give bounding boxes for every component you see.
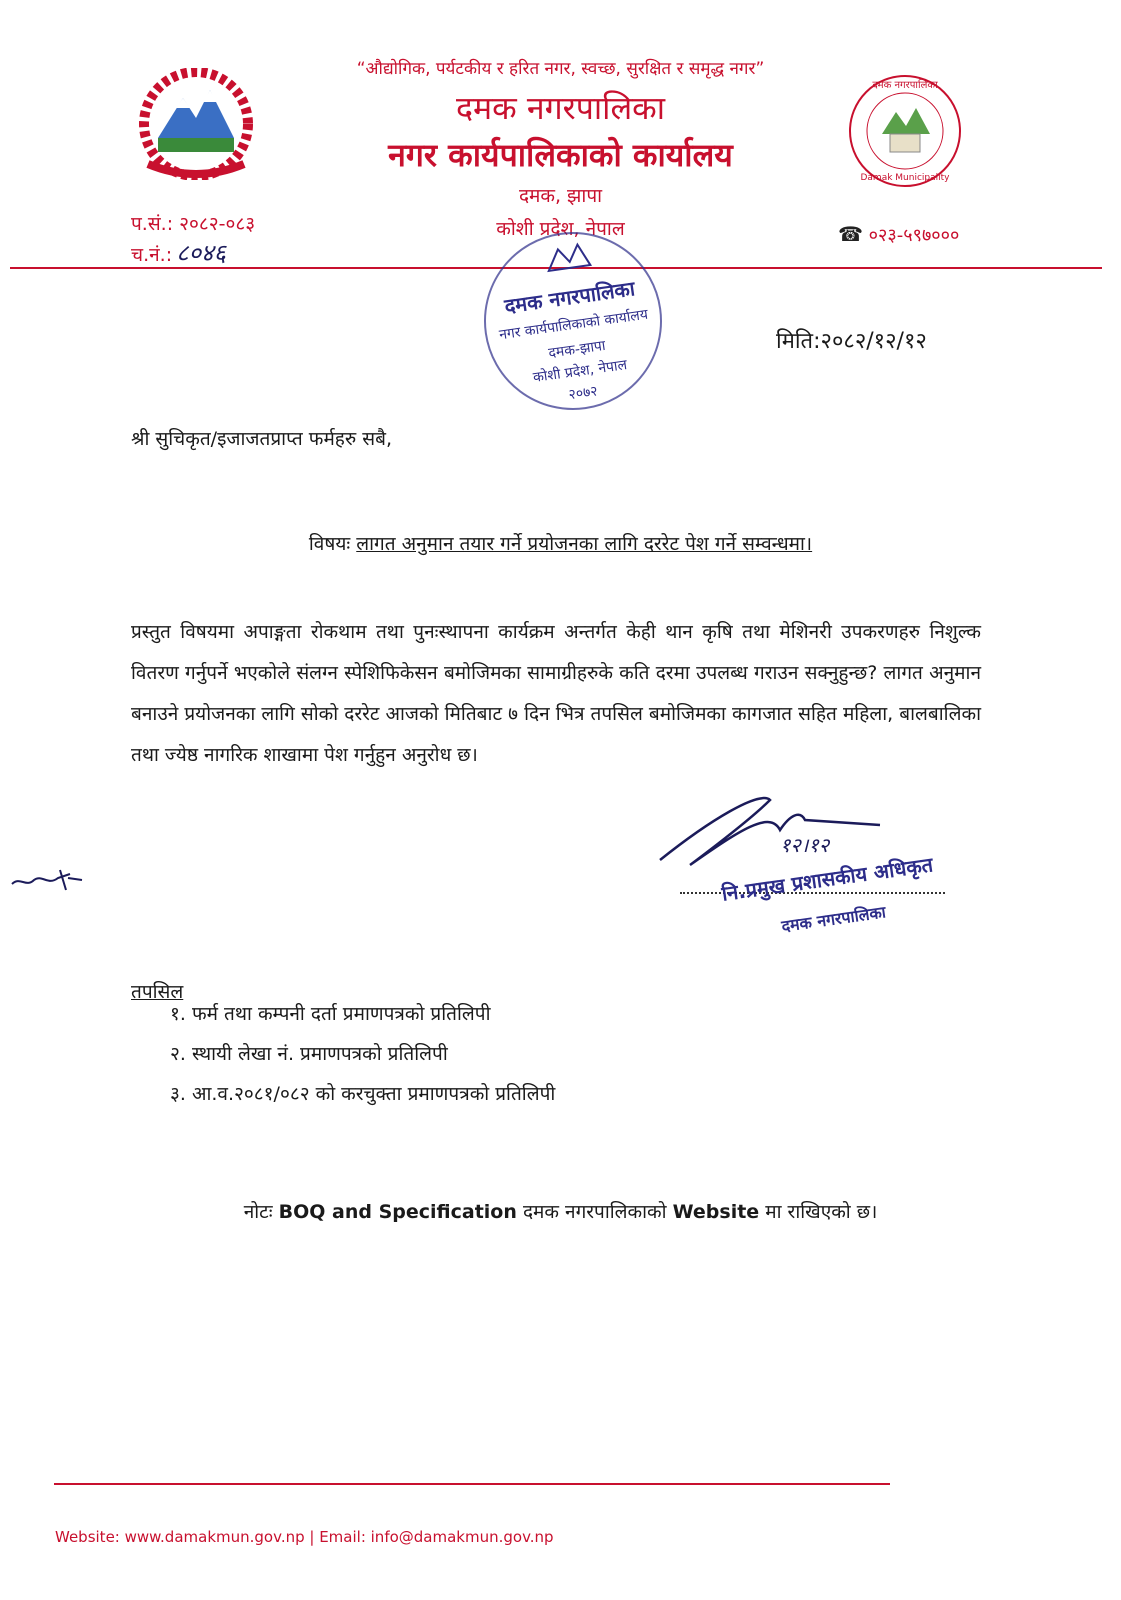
stamp-line1: दमक नगरपालिका [502, 276, 637, 319]
address-line2: कोशी प्रदेश, नेपाल [496, 218, 625, 240]
motto: “औद्योगिक, पर्यटकीय र हरित नगर, स्वच्छ, सुरक्षित र समृद्ध नगर” [356, 59, 765, 79]
phone [838, 222, 959, 247]
letter-body: प्रस्तुत विषयमा अपाङ्गता रोकथाम तथा पुनःस्थापना कार्यक्रम अन्तर्गत केही थान कृषि तथा मेशिनरी उपकरणहरु निशुल्क वितरण गर्नुपर्ने भएकोले संलग्न स्पेशिफिकेसन बमोजिमका सामाग्रीहरुके कति दरमा उपलब्ध गराउन सक्नुहुन्छ? लागत अनुमान बनाउने प्रयोजनका लागि सोको दररेट आजको मितिबाट ७ दिन भित्र तपसिल बमोजिमका कागजात सहित महिला, बालबालिका तथा ज्येष्ठ नागरिक शाखामा पेश गर्नुहुन अनुरोध छ। [131, 621, 981, 766]
subject-line [0, 530, 1121, 556]
phone-number: ०२३-५९७००० [868, 225, 960, 246]
annex-item: ३. आ.व.२०८१/०८२ को करचुक्ता प्रमाणपत्रको प्रतिलिपी [170, 1083, 556, 1105]
official-stamp [478, 226, 668, 416]
annex-title: तपसिल [131, 981, 184, 1003]
reference-cn-label: च.नं.: [131, 244, 173, 266]
phone-icon: ☎ [838, 222, 863, 246]
damak-municipality-logo [846, 72, 964, 190]
margin-scribble [8, 866, 88, 896]
footer-contact: Website: www.damakmun.gov.np | Email: info@damakmun.gov.np [55, 1528, 554, 1546]
salutation: श्री सुचिकृत/इजाजतप्राप्त फर्महरु सबै, [131, 428, 393, 450]
office-name: नगर कार्यपालिकाको कार्यालय [388, 136, 733, 174]
right-logo-caption: Damak Municipality [860, 173, 950, 183]
address-line1: दमक, झापा [518, 185, 603, 207]
reference-ps: प.सं.: २०८२-०८३ [131, 213, 256, 235]
letter-date: मिति:२०८२/१२/१२ [776, 329, 927, 354]
annex-item: १. फर्म तथा कम्पनी दर्ता प्रमाणपत्रको प्रतिलिपी [170, 1003, 491, 1025]
stamp-line4: कोशी प्रदेश, नेपाल [532, 356, 629, 387]
footer-divider [54, 1483, 890, 1485]
stamp-line2: नगर कार्यपालिकाको कार्यालय [498, 306, 649, 344]
note-part2: दमक नगरपालिकाको [522, 1201, 667, 1223]
signature-date: १२।१२ [780, 833, 830, 857]
signatory-org: दमक नगरपालिका [780, 902, 887, 936]
annex-item: २. स्थायी लेखा नं. प्रमाणपत्रको प्रतिलिपी [170, 1043, 448, 1065]
note-part4: मा राखिएको छ। [765, 1201, 878, 1223]
subject-label: विषयः [308, 533, 351, 555]
subject-text: लागत अनुमान तयार गर्ने प्रयोजनका लागि दररेट पेश गर्ने सम्वन्धमा। [356, 533, 813, 555]
signatory-title: नि.प्रमुख प्रशासकीय अधिकृत [720, 852, 935, 906]
note-label: नोटः [243, 1201, 273, 1223]
stamp-line3: दमक-झापा [547, 337, 607, 362]
note-part3: Website [672, 1201, 760, 1223]
reference-cn-value: ८०४६ [176, 239, 227, 267]
reference-cn [131, 236, 226, 269]
stamp-line5: २०७२ [567, 383, 599, 404]
right-logo-text: दमक नगरपालिका [872, 80, 938, 91]
org-name: दमक नगरपालिका [455, 89, 666, 127]
note [0, 1198, 1121, 1224]
note-part1: BOQ and Specification [278, 1201, 517, 1223]
